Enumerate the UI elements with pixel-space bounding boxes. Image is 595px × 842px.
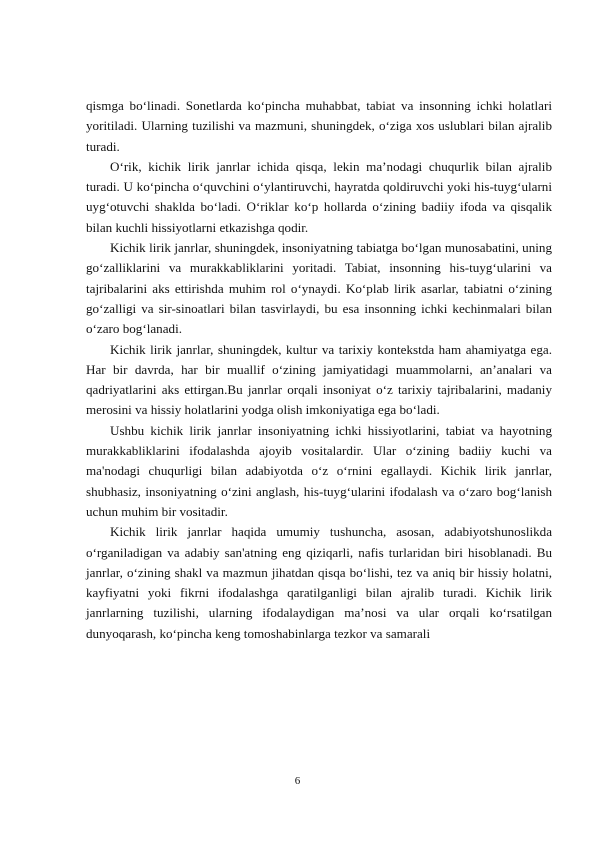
page-number: 6 (294, 775, 301, 787)
paragraph: Kichik lirik janrlar haqida umumiy tushuncha, asosan, adabiyotshunoslikda o‘rganiladigan va adabiy san'atning eng qiziqarli, nafis turlaridan biri hisoblanadi. Bu janrlar, o‘zining shakl va mazmun jihatdan qisqa bo‘lishi, tez va aniq bir hissiy holatni, kayfiyatni yoki fikrni ifodalashga qaratilganligi bilan ajralib turadi. Kichik lirik janrlarning tuzilishi, ularning ifodalaydigan ma’nosi va ular orqali ko‘rsatilgan dunyoqarash, ko‘pincha keng tomoshabinlarga tezkor va samarali (86, 524, 552, 641)
paragraph: Ushbu kichik lirik janrlar insoniyatning ichki hissiyotlarini, tabiat va hayotning murakkabliklarini ifodalashda ajoyib vositalardir. Ular o‘zining badiiy kuchi va ma'nodagi chuqurligi bilan adabiyotda o‘z o‘rnini egallaydi. Kichik lirik janrlar, shubhasiz, insoniyatning o‘zini anglash, his-tuyg‘ularini ifodalash va o‘zaro bog‘lanish uchun muhim bir vositadir. (86, 422, 552, 519)
paragraph: Kichik lirik janrlar, shuningdek, insoniyatning tabiatga bo‘lgan munosabatini, uning go‘zalliklarini va murakkabliklarini yoritadi. Tabiat, insonning his-tuyg‘ularini va tajribalarini aks ettirishda muhim rol o‘ynaydi. Ko‘plab lirik asarlar, tabiatni o‘zining go‘zalligi va sir-sinoatlari bilan tasvirlaydi, bu esa insonning ichki kechinmalari bilan o‘zaro bog‘lanadi. (86, 240, 552, 337)
paragraph-continuation: qismga bo‘linadi. Sonetlarda ko‘pincha muhabbat, tabiat va insonning ichki holatlari yoritiladi. Ularning tuzilishi va mazmuni, shuningdek, o‘ziga xos uslublari bilan ajralib turadi. (86, 98, 552, 154)
document-page (86, 96, 552, 644)
paragraph: O‘rik, kichik lirik janrlar ichida qisqa, lekin ma’nodagi chuqurlik bilan ajralib turadi. U ko‘pincha o‘quvchini o‘ylantiruvchi, hayratda qoldiruvchi yoki his-tuyg‘ularni uyg‘otuvchi shaklda bo‘ladi. O‘riklar ko‘p hollarda o‘zining badiiy ifoda va qisqalik bilan kuchli hissiyotlarni etkazishga qodir. (86, 158, 552, 235)
paragraph: Kichik lirik janrlar, shuningdek, kultur va tarixiy kontekstda ham ahamiyatga ega. Har bir davrda, har bir muallif o‘zining jamiyatidagi muammolarni, an’analari va qadriyatlarini aks ettirgan.Bu janrlar orqali insoniyat o‘z tarixiy tajribalarini, madaniy merosini va hissiy holatlarini yodga olish imkoniyatiga ega bo‘ladi. (86, 341, 552, 418)
